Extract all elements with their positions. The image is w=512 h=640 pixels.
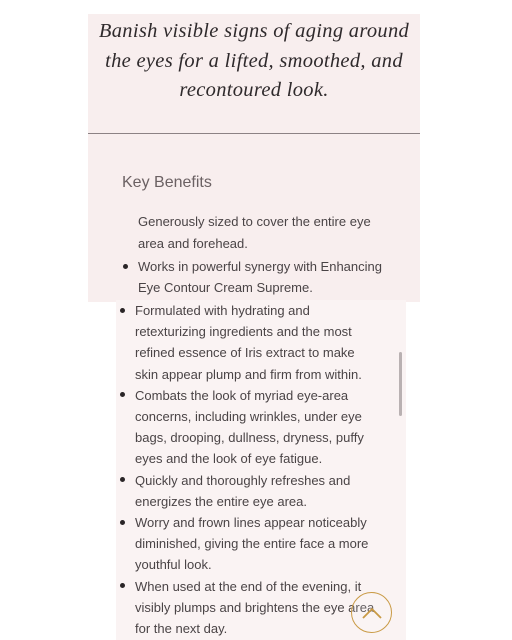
benefits-list-top bbox=[122, 256, 407, 298]
hero-tagline: Banish visible signs of aging around the eyes for a lifted, smoothed, and recontoured look. bbox=[98, 20, 410, 101]
benefits-list bbox=[119, 300, 381, 639]
hero-panel bbox=[88, 14, 420, 133]
benefit-item: Worry and frown lines appear noticeably diminished, giving the entire face a more youthful look. bbox=[119, 512, 381, 576]
benefit-item: Quickly and thoroughly refreshes and energizes the entire eye area. bbox=[119, 470, 381, 512]
back-to-top-button[interactable] bbox=[351, 592, 392, 633]
benefit-item: Works in powerful synergy with Enhancing Eye Contour Cream Supreme. bbox=[122, 256, 407, 298]
benefit-item: When used at the end of the evening, it visibly plumps and brightens the eye area for the next day. bbox=[119, 576, 381, 640]
scrollbar-thumb[interactable] bbox=[399, 352, 402, 416]
chevron-up-icon bbox=[361, 606, 383, 620]
key-benefits-heading: Key Benefits bbox=[122, 174, 212, 191]
benefit-item: Combats the look of myriad eye-area concerns, including wrinkles, under eye bags, drooping, dullness, dryness, puffy eyes and the look of eye fatigue. bbox=[119, 385, 381, 470]
benefit-item: Formulated with hydrating and retexturizing ingredients and the most refined essence of Iris extract to make skin appear plump and firm from within. bbox=[119, 300, 381, 385]
benefit-continued-text: Generously sized to cover the entire eye area and forehead. bbox=[138, 214, 371, 251]
